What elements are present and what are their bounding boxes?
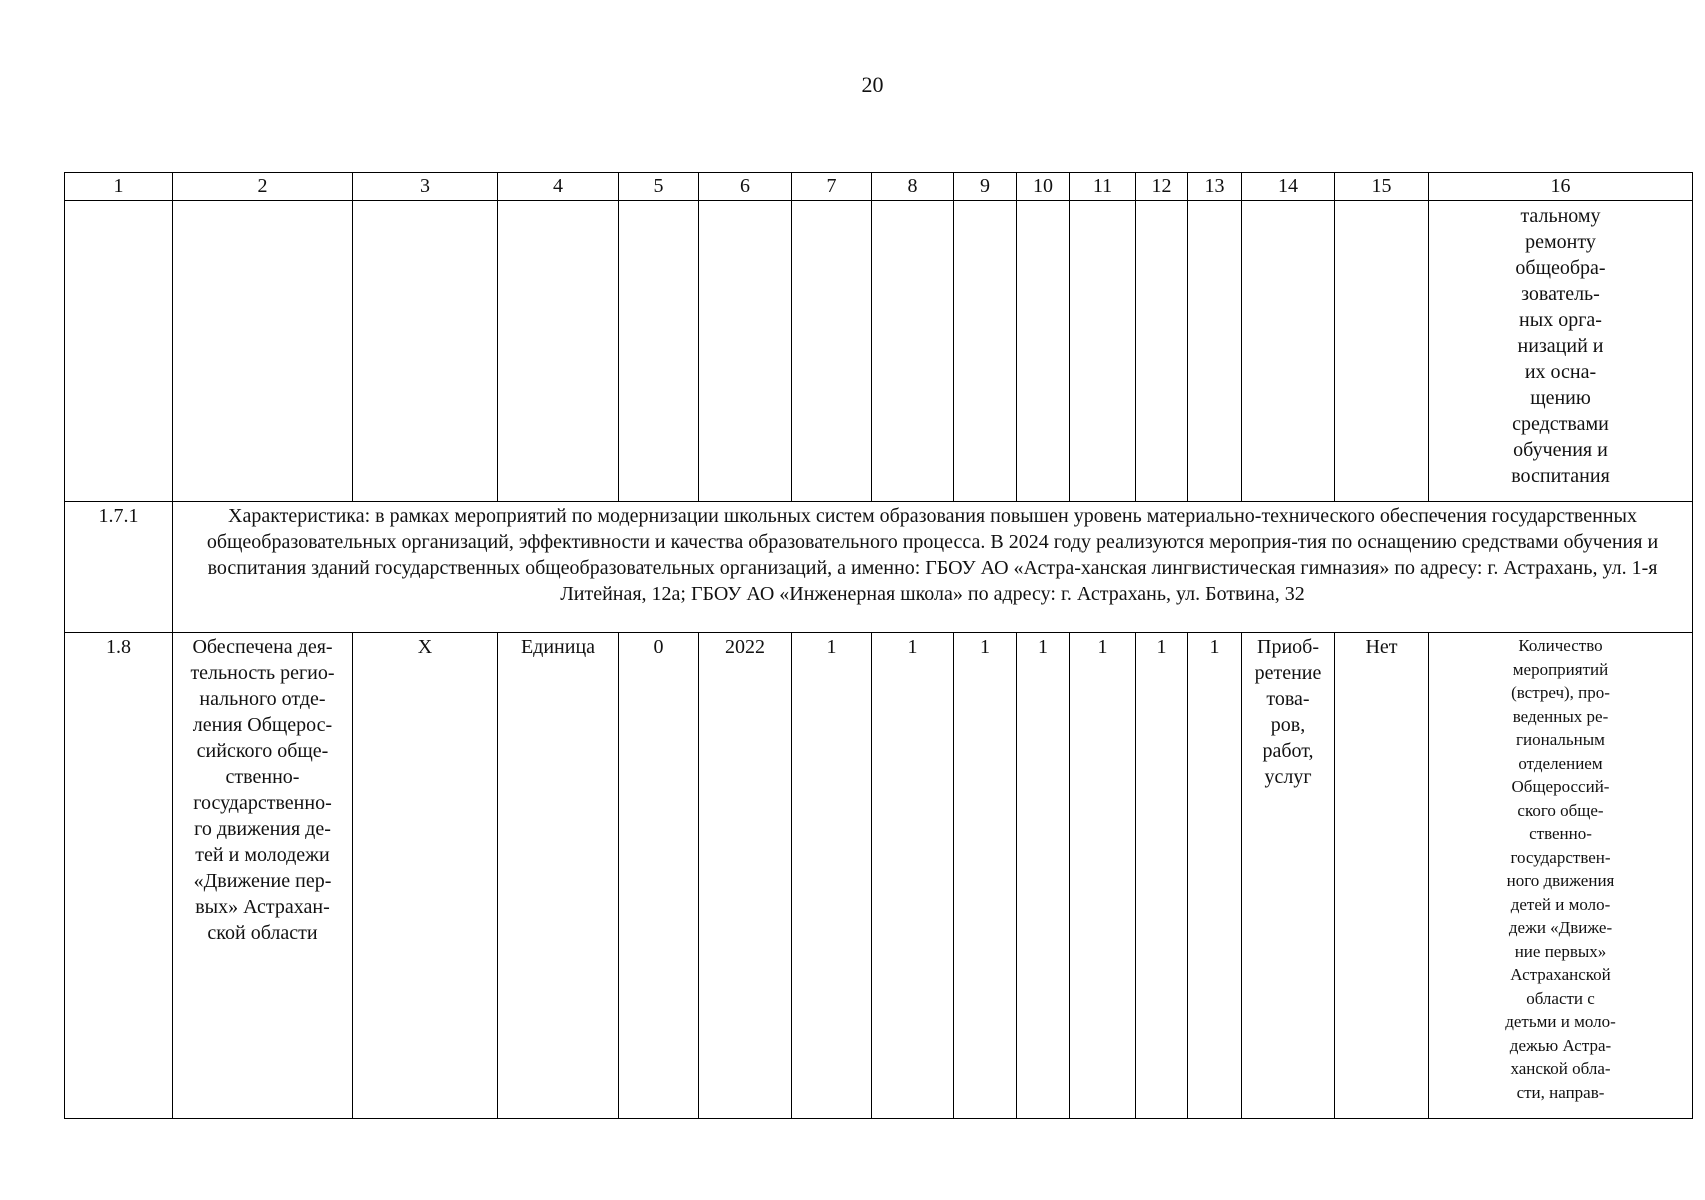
table-cell: Нет (1335, 633, 1429, 1119)
column-header: 14 (1242, 173, 1335, 201)
empty-cell (1242, 201, 1335, 502)
column-header: 16 (1429, 173, 1693, 201)
empty-cell (173, 201, 353, 502)
base-value-cell: 0 (619, 633, 699, 1119)
column-header: 8 (872, 173, 954, 201)
characteristic-text: Характеристика: в рамках мероприятий по модернизации школьных систем образования повышен уровень материально-технического обеспечения государственных общеобразовательных организаций, эффективности и качества образовательного процесса. В 2024 году реализуются мероприя-тия по оснащению средствами обучения и воспитания зданий государственных общеобразовательных организаций, а именно: ГБОУ АО «Астра-ханская лингвистическая гимназия» по адресу: г. Астрахань, ул. 1-я Литейная, 12а; ГБОУ АО «Инженерная школа» по адресу: г. Астрахань, ул. Ботвина, 32 (173, 502, 1693, 633)
column-header: 2 (173, 173, 353, 201)
empty-cell (619, 201, 699, 502)
table-row (65, 201, 1693, 502)
value-cell: 1 (1136, 633, 1188, 1119)
value-cell: 1 (1070, 633, 1136, 1119)
table-cell: Х (353, 633, 498, 1119)
empty-cell (954, 201, 1017, 502)
column-header: 1 (65, 173, 173, 201)
table-row (65, 633, 1693, 1119)
value-cell: 1 (1017, 633, 1070, 1119)
empty-cell (872, 201, 954, 502)
column-header: 6 (699, 173, 792, 201)
empty-cell (1136, 201, 1188, 502)
table-cell: Количество мероприятий (встреч), про- веденных ре- гиональным отделением Общероссий- ского обще- ственно- государствен- ного движения детей и моло- дежи «Движе- ние первых» Астраханской области с детьми и моло- дежью Астра- ханской обла- сти, направ- (1429, 633, 1693, 1119)
value-cell: 1 (792, 633, 872, 1119)
continued-text-cell: тальному ремонту общеобра- зователь- ных орга- низаций и их осна- щению средствами обучения и воспитания (1429, 201, 1693, 502)
unit-cell: Единица (498, 633, 619, 1119)
empty-cell (353, 201, 498, 502)
task-cell: Обеспечена дея- тельность регио- нального отде- ления Общерос- сийского обще- ственно- государственно- го движения де- тей и молодежи «Движение пер- вых» Астрахан- ской области (173, 633, 353, 1119)
column-header: 4 (498, 173, 619, 201)
value-cell: 1 (872, 633, 954, 1119)
column-header: 15 (1335, 173, 1429, 201)
page-number: 20 (861, 72, 884, 97)
column-header: 7 (792, 173, 872, 201)
empty-cell (1070, 201, 1136, 502)
empty-cell (1335, 201, 1429, 502)
column-header: 11 (1070, 173, 1136, 201)
empty-cell (1188, 201, 1242, 502)
column-header: 5 (619, 173, 699, 201)
indicators-table (64, 172, 1693, 1119)
characteristic-row (65, 502, 1693, 633)
value-cell: 1 (1188, 633, 1242, 1119)
value-cell: 1 (954, 633, 1017, 1119)
column-header: 9 (954, 173, 1017, 201)
table-cell: Приоб- ретение това- ров, работ, услуг (1242, 633, 1335, 1119)
empty-cell (65, 201, 173, 502)
column-header: 10 (1017, 173, 1070, 201)
empty-cell (792, 201, 872, 502)
empty-cell (498, 201, 619, 502)
row-number: 1.7.1 (65, 502, 173, 633)
empty-cell (1017, 201, 1070, 502)
empty-cell (699, 201, 792, 502)
column-number-row (65, 173, 1693, 201)
column-header: 3 (353, 173, 498, 201)
base-year-cell: 2022 (699, 633, 792, 1119)
column-header: 12 (1136, 173, 1188, 201)
column-header: 13 (1188, 173, 1242, 201)
row-number: 1.8 (65, 633, 173, 1119)
